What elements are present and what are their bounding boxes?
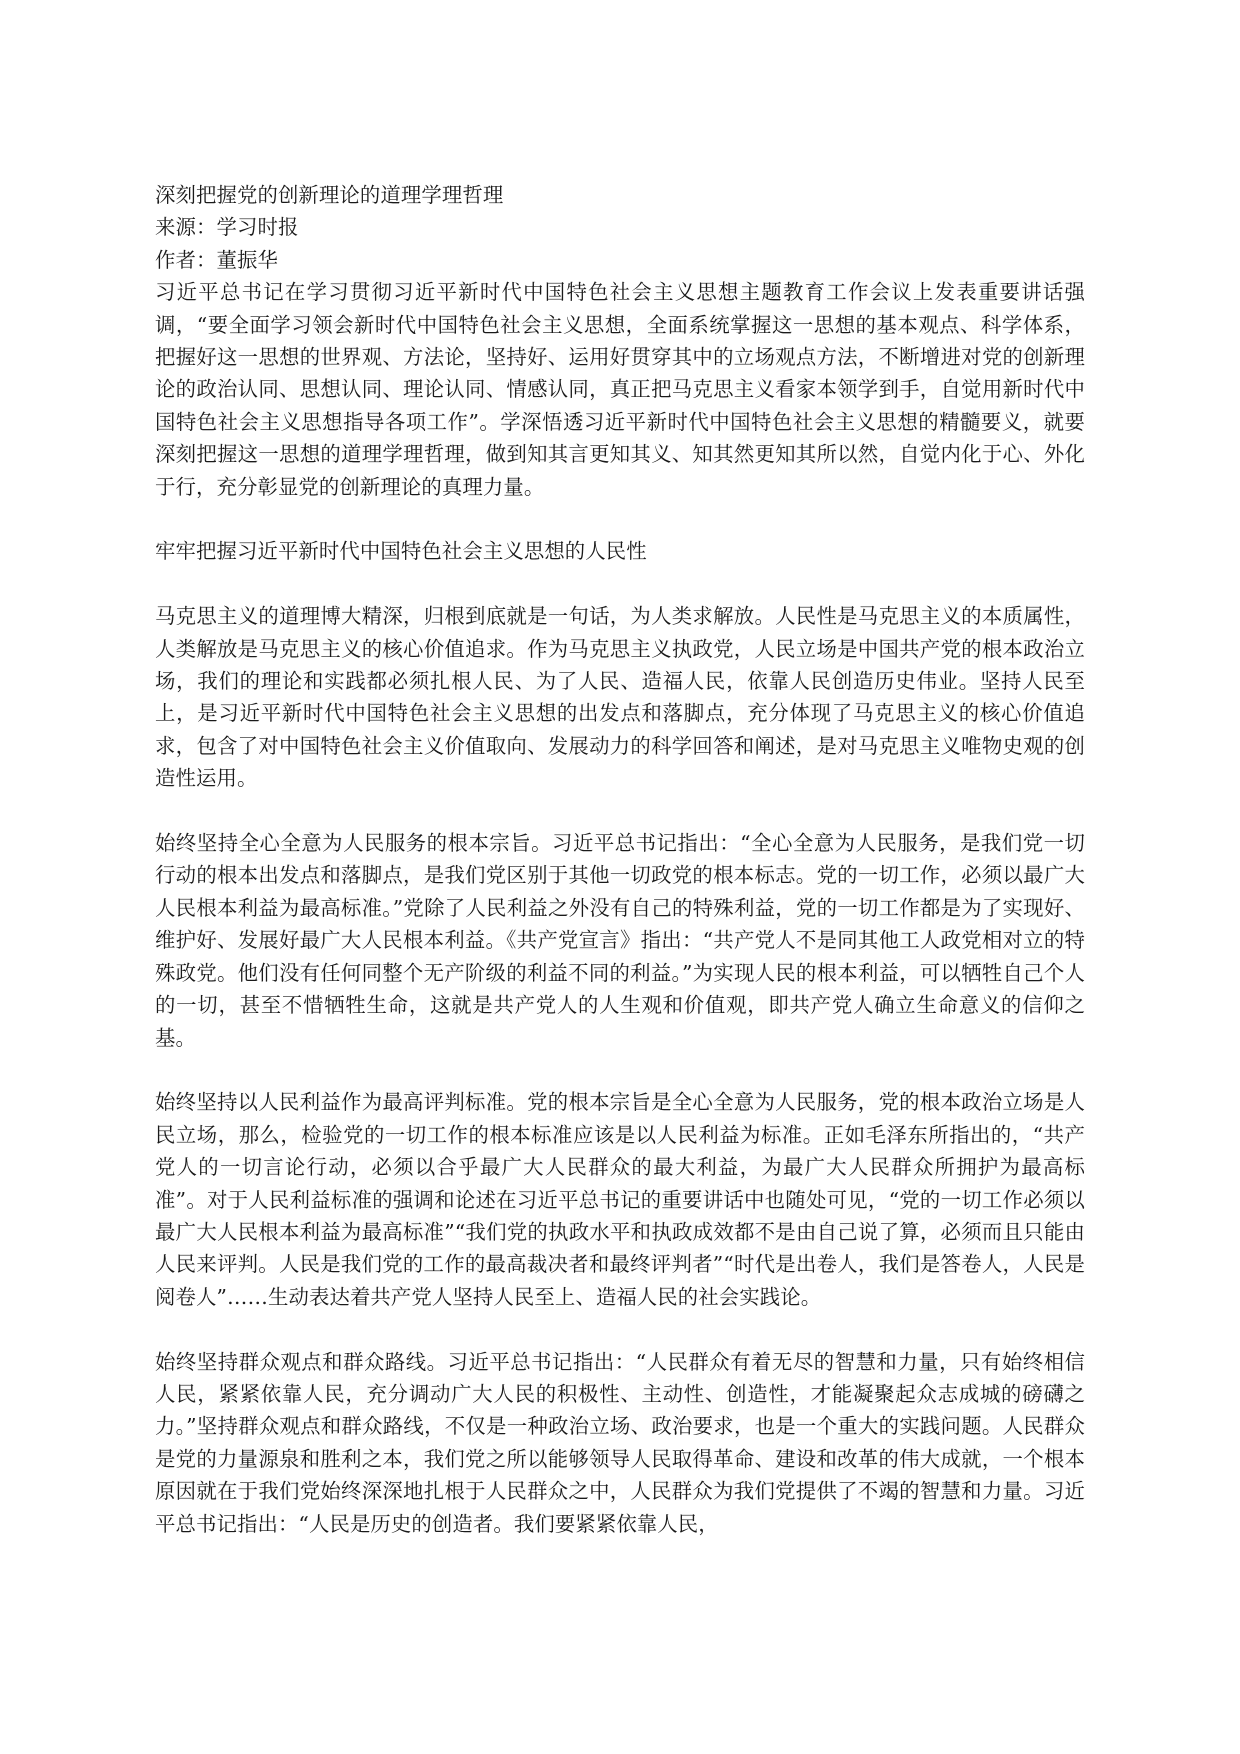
paragraph-spacer (155, 795, 1085, 827)
paragraph-spacer (155, 503, 1085, 535)
article-title: 深刻把握党的创新理论的道理学理哲理 (155, 183, 504, 207)
article-source: 来源：学习时报 (155, 215, 299, 240)
intro-paragraph: 习近平总书记在学习贯彻习近平新时代中国特色社会主义思想主题教育工作会议上发表重要讲话强调，“要全面学习领会新时代中国特色社会主义思想，全面系统掌握这一思想的基本观点、科学体系，把握好这一思想的世界观、方法论，坚持好、运用好贯穿其中的立场观点方法，不断增进对党的创新理论的政治认同、思想认同、理论认同、情感认同，真正把马克思主义看家本领学到手，自觉用新时代中国特色社会主义思想指导各项工作”。学深悟透习近平新时代中国特色社会主义思想的精髓要义，就要深刻把握这一思想的道理学理哲理，做到知其言更知其义、知其然更知其所以然，自觉内化于心、外化于行，充分彰显党的创新理论的真理力量。 (155, 280, 1085, 499)
body-paragraph: 始终坚持群众观点和群众路线。习近平总书记指出：“人民群众有着无尽的智慧和力量，只有始终相信人民，紧紧依靠人民，充分调动广大人民的积极性、主动性、创造性，才能凝聚起众志成城的磅礴之力。”坚持群众观点和群众路线，不仅是一种政治立场、政治要求，也是一个重大的实践问题。人民群众是党的力量源泉和胜利之本，我们党之所以能够领导人民取得革命、建设和改革的伟大成就，一个根本原因就在于我们党始终深深地扎根于人民群众之中，人民群众为我们党提供了不竭的智慧和力量。习近平总书记指出：“人民是历史的创造者。我们要紧紧依靠人民， (155, 1349, 1085, 1536)
body-paragraph: 马克思主义的道理博大精深，归根到底就是一句话，为人类求解放。人民性是马克思主义的本质属性，人类解放是马克思主义的核心价值追求。作为马克思主义执政党，人民立场是中国共产党的根本政治立场，我们的理论和实践都必须扎根人民、为了人民、造福人民，依靠人民创造历史伟业。坚持人民至上，是习近平新时代中国特色社会主义思想的出发点和落脚点，充分体现了马克思主义的核心价值追求，包含了对中国特色社会主义价值取向、发展动力的科学回答和阐述，是对马克思主义唯物史观的创造性运用。 (155, 604, 1085, 791)
paragraph-spacer (155, 568, 1085, 600)
section-heading: 牢牢把握习近平新时代中国特色社会主义思想的人民性 (155, 539, 647, 564)
body-paragraph: 始终坚持以人民利益作为最高评判标准。党的根本宗旨是全心全意为人民服务，党的根本政治立场是人民立场，那么，检验党的一切工作的根本标准应该是以人民利益为标准。正如毛泽东所指出的，“共产党人的一切言论行动，必须以合乎最广大人民群众的最大利益，为最广大人民群众所拥护为最高标准”。对于人民利益标准的强调和论述在习近平总书记的重要讲话中也随处可见，“党的一切工作必须以最广大人民根本利益为最高标准”“我们党的执政水平和执政成效都不是由自己说了算，必须而且只能由人民来评判。人民是我们党的工作的最高裁决者和最终评判者”“时代是出卷人，我们是答卷人，人民是阅卷人”……生动表达着共产党人坚持人民至上、造福人民的社会实践论。 (155, 1090, 1085, 1309)
paragraph-spacer (155, 1054, 1085, 1086)
paragraph-spacer (155, 1313, 1085, 1345)
article-body (155, 179, 1085, 1540)
body-paragraph: 始终坚持全心全意为人民服务的根本宗旨。习近平总书记指出：“全心全意为人民服务，是我们党一切行动的根本出发点和落脚点，是我们党区别于其他一切政党的根本标志。党的一切工作，必须以最广大人民根本利益为最高标准。”党除了人民利益之外没有自己的特殊利益，党的一切工作都是为了实现好、维护好、发展好最广大人民根本利益。《共产党宣言》指出：“共产党人不是同其他工人政党相对立的特殊政党。他们没有任何同整个无产阶级的利益不同的利益。”为实现人民的根本利益，可以牺牲自己个人的一切，甚至不惜牺牲生命，这就是共产党人的人生观和价值观，即共产党人确立生命意义的信仰之基。 (155, 831, 1085, 1050)
article-author: 作者：董振华 (155, 247, 278, 272)
